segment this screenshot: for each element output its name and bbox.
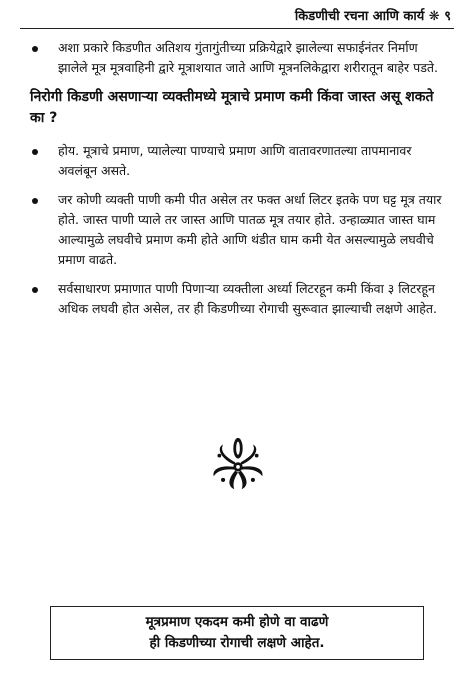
header-rule xyxy=(20,28,454,29)
intro-bullet-text: अशा प्रकारे किडणीत अतिशय गुंतागुंतीच्या प्रक्रियेद्वारे झालेल्या सफाईनंतर निर्माण झालेले मूत्र मूत्रवाहिनी द्वारे मूत्राशयात जाते आणि मूत्रनलिकेद्वारा शरीरातून बाहेर पडते. xyxy=(58,40,438,75)
answer-bullet xyxy=(30,279,450,319)
floral-ornament-icon xyxy=(210,437,266,493)
page-number: ९ xyxy=(444,9,451,24)
question-heading: निरोगी किडणी असणाऱ्या व्यक्तीमध्ये मूत्राचे प्रमाण कमी किंवा जास्त असू शकते का ? xyxy=(30,89,434,126)
answer-text: सर्वसाधारण प्रमाणात पाणी पिणाऱ्या व्यक्तीला अर्ध्या लिटरहून कमी किंवा ३ लिटरहून अधिक लघवी होत असेल, तर ही किडणीच्या रोगाची सुरूवात झाल्याची लक्षणे आहेत. xyxy=(58,281,437,316)
main-content xyxy=(30,38,450,328)
answer-bullet xyxy=(30,190,450,270)
bullet-icon xyxy=(32,149,38,155)
answer-text: जर कोणी व्यक्ती पाणी कमी पीत असेल तर फक्त अर्धा लिटर इतके पण घट्ट मूत्र तयार होते. जास्त पाणी प्याले तर जास्त आणि पातळ मूत्र तयार होते. उन्हाळ्यात जास्त घाम आल्यामुळे लघवीचे प्रमाण कमी होते आणि थंडीत घाम कमी येत असल्यामुळे लघवीचे प्रमाण वाढते. xyxy=(58,192,442,267)
bullet-icon xyxy=(32,198,38,204)
intro-bullet xyxy=(30,38,450,78)
answer-bullet xyxy=(30,141,450,181)
bullet-icon xyxy=(32,287,38,293)
key-message-line-1: मूत्रप्रमाण एकदम कमी होणे वा वाढणे xyxy=(145,614,329,630)
key-message-line-2: ही किडणीच्या रोगाची लक्षणे आहेत. xyxy=(149,635,325,651)
key-message-box xyxy=(50,606,424,660)
bullet-icon xyxy=(32,46,38,52)
answer-text: होय. मूत्राचे प्रमाण, प्यालेल्या पाण्याचे प्रमाण आणि वातावरणातल्या तापमानावर अवलंबून असते. xyxy=(58,143,412,178)
page-header xyxy=(295,6,451,24)
header-title: किडणीची रचना आणि कार्य xyxy=(294,9,425,24)
header-symbol-icon: ❋ xyxy=(428,9,440,24)
